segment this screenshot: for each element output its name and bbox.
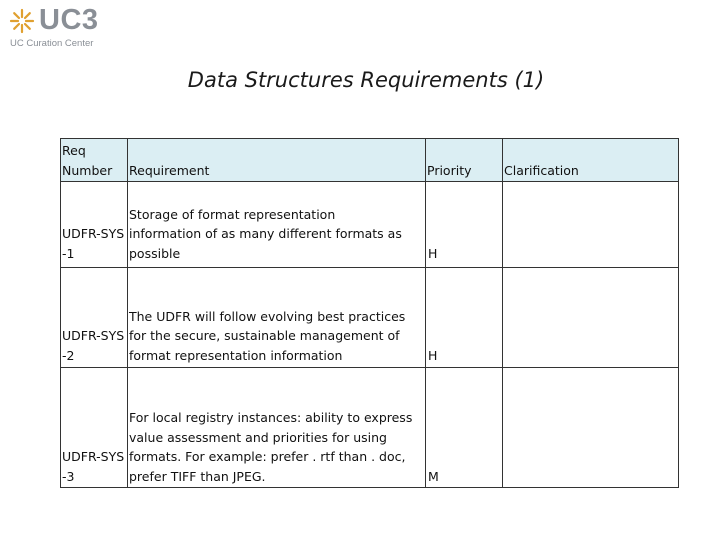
header-clarification: Clarification: [503, 139, 679, 182]
priority-cell: H: [426, 268, 503, 368]
slide-title: Data Structures Requirements (1): [187, 68, 545, 92]
header-priority: Priority: [426, 139, 503, 182]
requirement-cell: For local registry instances: ability to express value assessment and priorities for using formats. For example: prefer . rtf than . doc, prefer TIFF than JPEG.: [128, 368, 426, 488]
logo-wordmark: UC3: [39, 4, 99, 36]
logo-tagline: UC Curation Center: [10, 38, 94, 49]
table-row: [61, 268, 679, 368]
uc3-logo: [9, 6, 129, 50]
requirement-cell: The UDFR will follow evolving best practices for the secure, sustainable management of format representation information: [128, 268, 426, 368]
header-requirement: Requirement: [128, 139, 426, 182]
sunburst-icon: [9, 8, 35, 34]
clarification-cell: [503, 368, 679, 488]
req-number-cell: UDFR-SYS -2: [61, 268, 128, 368]
req-number-cell: UDFR-SYS -3: [61, 368, 128, 488]
table-row: [61, 182, 679, 268]
header-req-number: Req Number: [61, 139, 128, 182]
priority-cell: H: [426, 182, 503, 268]
clarification-cell: [503, 182, 679, 268]
req-number-cell: UDFR-SYS -1: [61, 182, 128, 268]
priority-cell: M: [426, 368, 503, 488]
requirements-table: [60, 138, 679, 488]
table-row: [61, 368, 679, 488]
requirement-cell: Storage of format representation information of as many different formats as possible: [128, 182, 426, 268]
clarification-cell: [503, 268, 679, 368]
table-header-row: [61, 139, 679, 182]
